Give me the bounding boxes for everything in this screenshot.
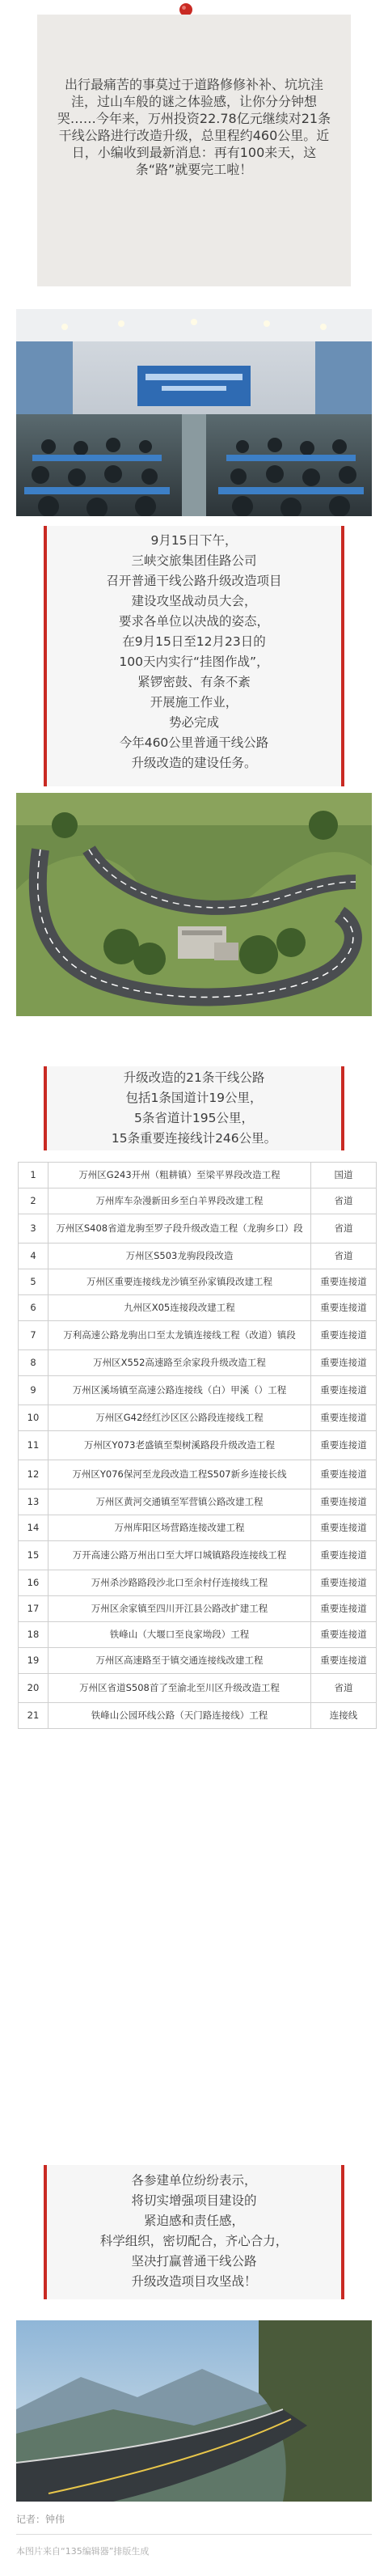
footer-note: 本图片来自“135编辑器”排版生成 [16,2546,150,2557]
road-type: 重要连接道 [311,1622,377,1648]
table-row [19,1350,377,1376]
project-name: 万州区重要连接线龙沙镇至孙家镇段改建工程 [48,1269,311,1295]
project-name: 万州库车杂漫新田乡至白羊界段改建工程 [48,1188,311,1214]
intro-line: 继续对21条干线公路 [58,111,331,143]
road-type: 国道 [311,1163,377,1188]
project-name: 九州区X05连接段改建工程 [48,1295,311,1321]
project-name: 万州区G243开州（粗耕镇）至梁平界段改造工程 [48,1163,311,1188]
project-name: 铁峰山公园环线公路（天门路连接线）工程 [48,1703,311,1729]
row-number: 18 [19,1622,48,1648]
closing-line: 将切实增强项目建设的 [131,2193,257,2208]
closing-line: 科学组织，密切配合，齐心合力， [99,2234,289,2248]
table-row [19,1431,377,1460]
intro-line: 进行改造升级， [110,128,201,143]
project-name: 万州区Y076保河至龙段改造工程S507新乡连接长线 [48,1460,311,1489]
reporter-credit: 记者：钟伟 [16,2514,65,2525]
table-row [19,1622,377,1648]
row-number: 9 [19,1376,48,1405]
road-type: 省道 [311,1244,377,1269]
road-type: 重要连接道 [311,1596,377,1622]
intro-line: 今年来，万州投资22.78亿元 [95,111,263,126]
intro-line: 总里程约460公里。 [200,128,317,143]
project-name: 万州区余家镇至四川开江县公路改扩建工程 [48,1596,311,1622]
project-name: 万州区S408省道龙驹至罗子段升级改造工程（龙驹乡口）段 [48,1214,311,1244]
project-name: 万州区省道S508首了至渝北至川区升级改造工程 [48,1674,311,1703]
road-type: 重要连接道 [311,1541,377,1570]
row-number: 1 [19,1163,48,1188]
row-number: 8 [19,1350,48,1376]
row-number: 5 [19,1269,48,1295]
meeting-photo [16,309,372,516]
project-name: 万州区Y073老盛镇至梨树溪路段升级改造工程 [48,1431,311,1460]
road-type: 重要连接道 [311,1648,377,1674]
road-type: 省道 [311,1214,377,1244]
project-name: 万州区黄河交通镇至军营镇公路改建工程 [48,1489,311,1515]
row-number: 15 [19,1541,48,1570]
road-type: 重要连接道 [311,1515,377,1541]
table-row [19,1515,377,1541]
road-type: 省道 [311,1674,377,1703]
project-name: 万州区溪场镇至高速公路连接线（白）甲溪（）工程 [48,1376,311,1405]
table-row [19,1321,377,1350]
project-name: 万州库阳区场营路连接改建工程 [48,1515,311,1541]
row-number: 11 [19,1431,48,1460]
project-name: 万州区高速路至于镇交通连接线改建工程 [48,1648,311,1674]
row-number: 21 [19,1703,48,1729]
table-row [19,1674,377,1703]
announcement-line: 势必完成 [168,715,219,730]
intro-line: 近日，小编收到最新消息： [71,128,330,160]
project-name: 铁峰山（大堰口至良家坳段）工程 [48,1622,311,1648]
announcement-line: 召开普通干线公路升级改造项目 [106,574,282,588]
table-row [19,1596,377,1622]
project-name: 万利高速公路龙驹出口至太龙镇连接线工程（改道）镇段 [48,1321,311,1350]
summary-text [44,1066,344,1150]
announcement-line: 三峡交旅集团佳路公司 [131,553,257,568]
row-number: 10 [19,1405,48,1431]
project-name: 万开高速公路万州出口至大坪口城镇路段连接线工程 [48,1541,311,1570]
row-number: 12 [19,1460,48,1489]
closing-line: 紧迫感和责任感， [143,2214,244,2228]
road-type: 重要连接道 [311,1460,377,1489]
road-project-table [18,1162,377,1729]
table-row [19,1269,377,1295]
intro-card [37,15,351,286]
announcement-line: 今年460公里普通干线公路 [119,735,269,750]
road-type: 重要连接道 [311,1350,377,1376]
table-row [19,1703,377,1729]
intro-line: 让你分分钟想哭…… [57,94,318,126]
intro-text [37,15,351,178]
table-row [19,1570,377,1596]
road-type: 重要连接道 [311,1376,377,1405]
table-row [19,1376,377,1405]
intro-line: 道路修修补补、坑坑洼洼， [70,77,324,109]
announcement-line: 紧锣密鼓、有条不紊 [137,675,251,689]
road-aerial-photo [16,793,372,1016]
table-row [19,1188,377,1214]
summary-line: 15条重要连接线计246公里。 [111,1131,277,1146]
closing-line: 各参建单位纷纷表示， [131,2173,257,2188]
row-number: 16 [19,1570,48,1596]
road-type: 连接线 [311,1703,377,1729]
table-row [19,1405,377,1431]
row-number: 17 [19,1596,48,1622]
announcement-line: 开展施工作业， [150,695,238,710]
summary-line: 升级改造的21条干线公路 [123,1070,265,1085]
intro-line: 再有100来天， [213,145,304,160]
summary-line: 包括1条国道计19公里， [125,1091,263,1105]
table-row [19,1295,377,1321]
intro-line: 过山车般的谜之体验感， [96,94,239,109]
closing-text [44,2165,344,2299]
table-row [19,1541,377,1570]
announcement-line: 要求各单位以决战的姿态， [118,614,269,629]
mountain-road-photo [16,2320,372,2502]
announcement-line: 在9月15日至12月23日的 [122,634,266,649]
table-row [19,1489,377,1515]
intro-line: 这条“路”就要完工啦！ [135,145,317,177]
road-type: 重要连接道 [311,1269,377,1295]
row-number: 19 [19,1648,48,1674]
table-row [19,1244,377,1269]
table-row [19,1648,377,1674]
row-number: 2 [19,1188,48,1214]
road-type: 重要连接道 [311,1405,377,1431]
table-row [19,1214,377,1244]
closing-line: 坚决打赢普通干线公路 [131,2254,257,2269]
row-number: 4 [19,1244,48,1269]
row-number: 13 [19,1489,48,1515]
row-number: 7 [19,1321,48,1350]
announcement-line: 9月15日下午， [150,533,238,548]
road-type: 省道 [311,1188,377,1214]
project-name: 万州区X552高速路至余家段升级改造工程 [48,1350,311,1376]
closing-line: 升级改造项目攻坚战！ [131,2274,257,2289]
divider [16,2534,372,2535]
announcement-line: 100天内实行“挂图作战”， [119,655,269,669]
project-name: 万州区S503龙驹段段改造 [48,1244,311,1269]
announcement-text [44,526,344,786]
road-type: 重要连接道 [311,1295,377,1321]
table-row [19,1460,377,1489]
project-name: 万州杀沙路路段沙北口至余村仔连接线工程 [48,1570,311,1596]
road-type: 重要连接道 [311,1489,377,1515]
row-number: 14 [19,1515,48,1541]
road-type: 重要连接道 [311,1570,377,1596]
project-name: 万州区G42经红沙区区公路段连接线工程 [48,1405,311,1431]
row-number: 6 [19,1295,48,1321]
announcement-line: 建设攻坚战动员大会， [131,594,257,608]
table-row [19,1163,377,1188]
summary-line: 5条省道计195公里， [134,1111,254,1125]
row-number: 3 [19,1214,48,1244]
road-type: 重要连接道 [311,1321,377,1350]
row-number: 20 [19,1674,48,1703]
road-type: 重要连接道 [311,1431,377,1460]
intro-line: 出行最痛苦的事莫过于 [64,77,194,92]
announcement-line: 升级改造的建设任务。 [131,756,257,770]
